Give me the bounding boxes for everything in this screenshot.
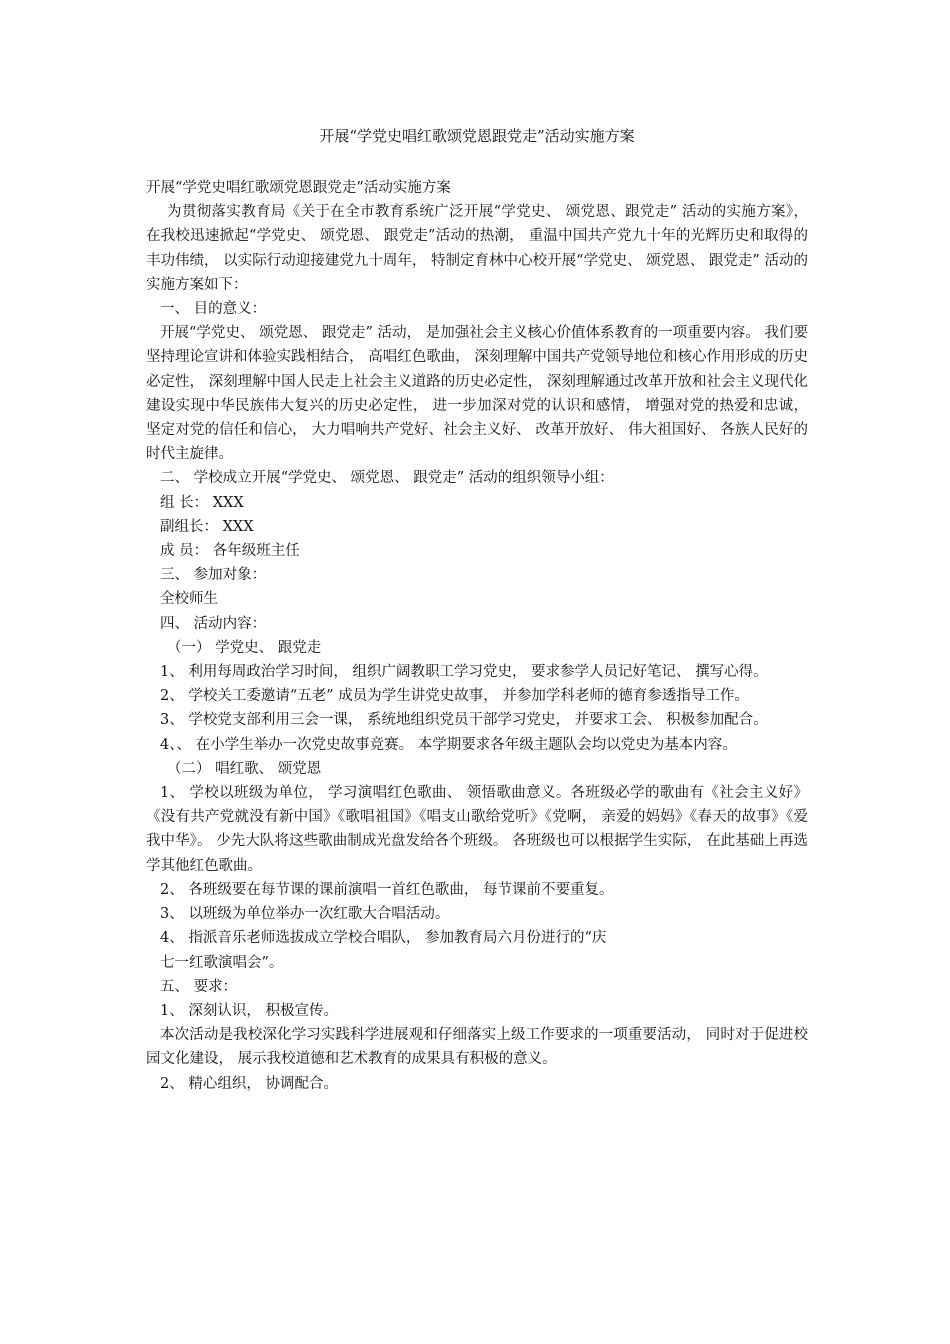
paragraph: 组 长： XXX — [160, 494, 244, 511]
paragraph: 七一红歌演唱会”。 — [160, 954, 284, 971]
paragraph: 3、 以班级为单位举办一次红歌大合唱活动。 — [160, 906, 450, 923]
paragraph: 二、 学校成立开展“学党史、 颂党恩、 跟党走” 活动的组织领导小组： — [160, 470, 614, 487]
paragraph: 全校师生 — [160, 591, 218, 608]
paragraph: 开展“学党史唱红歌颂党恩跟党走”活动实施方案 — [146, 180, 451, 196]
paragraph: 一、 目的意义： — [160, 301, 267, 318]
paragraph: 五、 要求： — [160, 978, 238, 995]
paragraph: （一） 学党史、 跟党走 — [167, 639, 322, 656]
paragraph: 三、 参加对象： — [160, 567, 267, 584]
paragraph: 4、、 在小学生举办一次党史故事竞赛。 本学期要求各年级主题队会均以党史为基本内容。 — [160, 736, 737, 753]
paragraph: （二） 唱红歌、 颂党恩 — [167, 760, 322, 777]
paragraph: 4、 指派音乐老师选拔成立学校合唱队， 参加教育局六月份进行的“庆 — [160, 930, 607, 947]
paragraph: 1、 利用每周政治学习时间， 组织广阔教职工学习党史， 要求参学人员记好笔记、 撰写心得。 — [160, 664, 768, 681]
paragraph: 1、 深刻认识， 积极宣传。 — [160, 1002, 338, 1019]
paragraph: 四、 活动内容： — [160, 615, 267, 632]
paragraph: 成 员： 各年级班主任 — [160, 543, 300, 560]
document-body — [146, 176, 808, 1096]
document-title: 开展“学党史唱红歌颂党恩跟党走”活动实施方案 — [319, 127, 635, 145]
paragraph: 2、 学校关工委邀请“五老” 成员为学生讲党史故事， 并参加学科老师的德育参透指导工作。 — [160, 688, 749, 705]
paragraph: 1、 学校以班级为单位， 学习演唱红色歌曲、 领悟歌曲意义。各班级必学的歌曲有《社会主义好》《没有共产党就没有新中国》《歌唱祖国》《唱支山歌给党听》《党啊， 亲爱的妈妈》《春天的故事》《爱我中华》。 少先大队将这些歌曲制成光盘发给各个班级。 各班级也可以根据学生实际， 在此基础上再选学其他红色歌曲。 — [146, 785, 808, 874]
paragraph: 本次活动是我校深化学习实践科学进展观和仔细落实上级工作要求的一项重要活动， 同时对于促进校园文化建设， 展示我校道德和艺术教育的成果具有积极的意义。 — [146, 1027, 808, 1068]
paragraph: 开展“学党史、 颂党恩、 跟党走” 活动， 是加强社会主义核心价值体系教育的一项重要内容。 我们要坚持理论宣讲和体验实践相结合， 高唱红色歌曲， 深刻理解中国共产党领导地位和核心作用形成的历史必定性， 深刻理解中国人民走上社会主义道路的历史必定性， 深刻理解通过改革开放和社会主义现代化建设实现中华民族伟大复兴的历史必定性， 进一步加深对党的认识和感情， 增强对党的热爱和忠诚， 坚定对党的信任和信心， 大力唱响共产党好、社会主义好、 改革开放好、 伟大祖国好、 各族人民好的时代主旋律。 — [146, 325, 808, 463]
paragraph: 为贯彻落实教育局《关于在全市教育系统广泛开展“学党史、 颂党恩、跟党走” 活动的实施方案》， 在我校迅速掀起“学党史、 颂党恩、 跟党走”活动的热潮， 重温中国共产党九十年的光辉历史和取得的丰功伟绩， 以实际行动迎接建党九十周年， 特制定育林中心校开展“学党史、 颂党恩、 跟党走” 活动的实施方案如下： — [146, 204, 808, 293]
paragraph: 2、 各班级要在每节课的课前演唱一首红色歌曲， 每节课前不要重复。 — [160, 881, 614, 898]
paragraph: 3、 学校党支部利用三会一课， 系统地组织党员干部学习党史， 并要求工会、 积极参加配合。 — [160, 712, 768, 729]
paragraph: 2、 精心组织， 协调配合。 — [160, 1075, 338, 1092]
paragraph: 副组长： XXX — [160, 518, 254, 535]
